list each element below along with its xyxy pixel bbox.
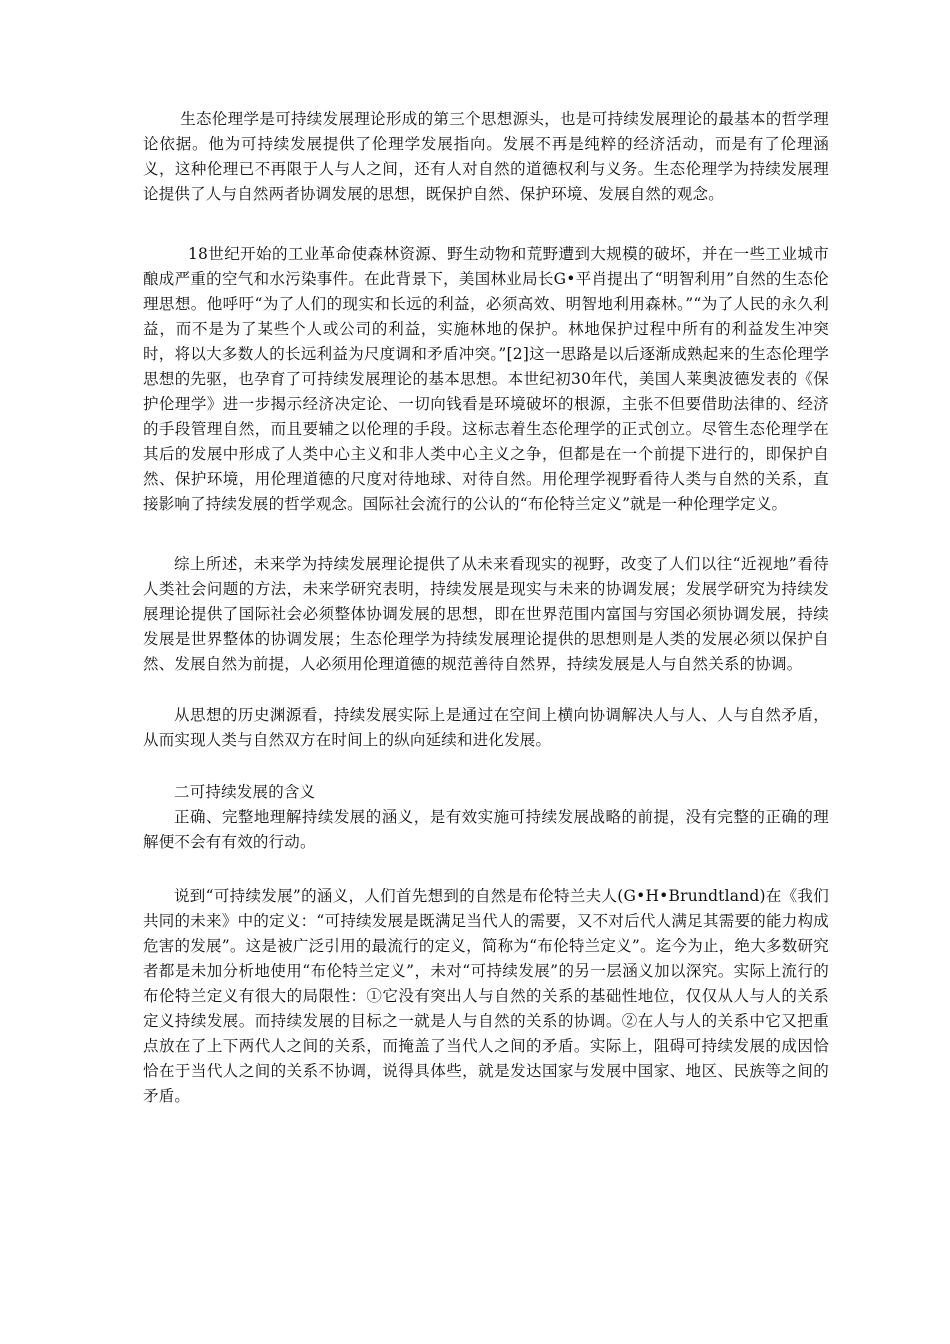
document-page [143, 107, 829, 1109]
paragraph-correct-understanding: 正确、完整地理解持续发展的涵义，是有效实施可持续发展战略的前提，没有完整的正确的理解便不会有有效的行动。 [143, 808, 829, 851]
paragraph-summary: 综上所述，未来学为持续发展理论提供了从未来看现实的视野，改变了人们以往“近视地”看待人类社会问题的方法，未来学研究表明，持续发展是现实与未来的协调发展；发展学研究为持续发展理论提供了国际社会必须整体协调发展的思想，即在世界范围内富国与穷国必须协调发展，持续发展是世界整体的协调发展；生态伦理学为持续发展理论提供的思想则是人类的发展必须以保护自然、发展自然为前提，人必须用伦理道德的规范善待自然界，持续发展是人与自然关系的协调。 [143, 555, 829, 673]
paragraph-industrial-revolution: 18世纪开始的工业革命使森林资源、野生动物和荒野遭到大规模的破坏，并在一些工业城市酿成严重的空气和水污染事件。在此背景下，美国林业局长G•平肖提出了“明智利用”自然的生态伦理思想。他呼吁“为了人们的现实和长远的利益，必须高效、明智地利用森林。”“为了人民的永久利益，而不是为了某些个人或公司的利益，实施林地的保护。林地保护过程中所有的利益发生冲突时，将以大多数人的长远利益为尺度调和矛盾冲突。”[2]这一思路是以后逐渐成熟起来的生态伦理学思想的先驱，也孕育了可持续发展理论的基本思想。本世纪初30年代，美国人莱奥波德发表的《保护伦理学》进一步揭示经济决定论、一切向钱看是环境破坏的根源，主张不但要借助法律的、经济的手段管理自然，而且要辅之以伦理的手段。这标志着生态伦理学的正式创立。尽管生态伦理学在其后的发展中形成了人类中心主义和非人类中心主义之争，但都是在一个前提下进行的，即保护自然、保护环境，用伦理道德的尺度对待地球、对待自然。用伦理学视野看待人类与自然的关系，直接影响了持续发展的哲学观念。国际社会流行的公认的“布伦特兰定义”就是一种伦理学定义。 [143, 245, 829, 513]
paragraph-brundtland-definition: 说到“可持续发展”的涵义，人们首先想到的自然是布伦特兰夫人(G•H•Brundtland)在《我们共同的未来》中的定义：“可持续发展是既满足当代人的需要，又不对后代人满足其需要的能力构成危害的发展”。这是被广泛引用的最流行的定义，简称为“布伦特兰定义”。迄今为止，绝大多数研究者都是未加分析地使用“布伦特兰定义”，未对“可持续发展”的另一层涵义加以深究。实际上流行的布伦特兰定义有很大的局限性：①它没有突出人与自然的关系的基础性地位，仅仅从人与人的关系定义持续发展。而持续发展的目标之一就是人与自然的关系的协调。②在人与人的关系中它又把重点放在了上下两代人之间的关系，而掩盖了当代人之间的矛盾。实际上，阻碍可持续发展的成因恰恰在于当代人之间的关系不协调，说得具体些，就是发达国家与发展中国家、地区、民族等之间的矛盾。 [143, 887, 829, 1105]
section-heading: 二可持续发展的含义 [174, 783, 316, 801]
paragraph-ecological-ethics: 生态伦理学是可持续发展理论形成的第三个思想源头，也是可持续发展理论的最基本的哲学理论依据。他为可持续发展提供了伦理学发展指向。发展不再是纯粹的经济活动，而是有了伦理涵义，这种伦理已不再限于人与人之间，还有人对自然的道德权利与义务。生态伦理学为持续发展理论提供了人与自然两者协调发展的思想，既保护自然、保护环境、发展自然的观念。 [143, 110, 829, 203]
paragraph-historical-origin: 从思想的历史渊源看，持续发展实际上是通过在空间上横向协调解决人与人、人与自然矛盾，从而实现人类与自然双方在时间上的纵向延续和进化发展。 [143, 706, 829, 749]
